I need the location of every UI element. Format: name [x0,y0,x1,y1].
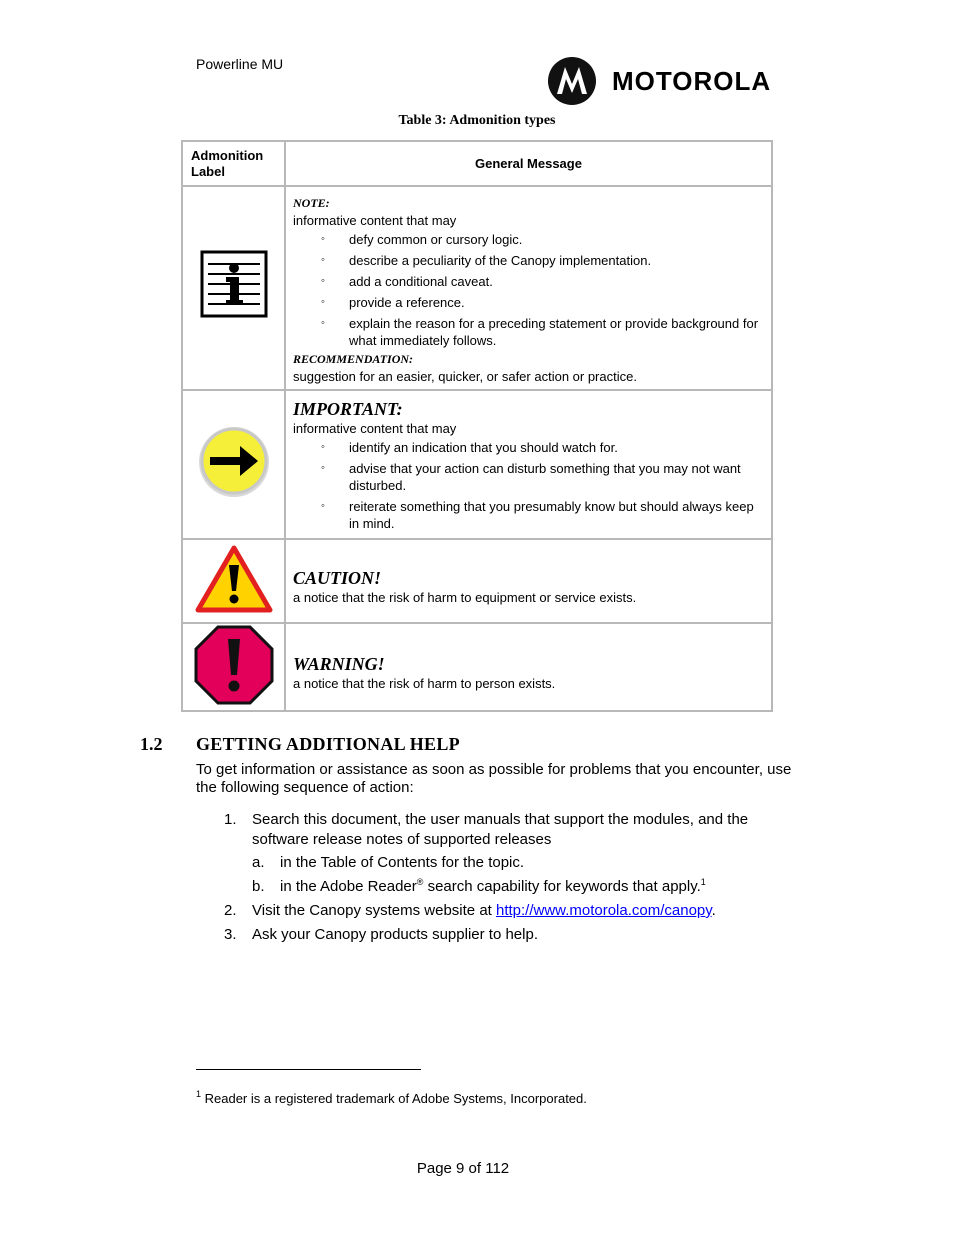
list-item: ◦ identify an indication that you should watch for. [293,439,765,456]
caution-text: a notice that the risk of harm to equipment or service exists. [293,589,637,605]
important-arrow-icon [196,424,272,500]
document-title: Powerline MU [196,56,284,72]
step-number: 3. [224,926,237,943]
note-icon [200,250,268,318]
table-header-row [182,141,772,186]
step-text: Search this document, the user manuals that support the modules, and the software release notes of supported releases [252,811,749,848]
step-text: Ask your Canopy products supplier to help. [252,926,538,943]
admonition-table [181,140,773,712]
caution-keyword: CAUTION! [293,567,382,588]
footnote-separator [196,1069,421,1070]
table-row-important [182,390,772,539]
list-item: ◦ explain the reason for a preceding statement or provide background for what immediately follows. [293,315,765,349]
column-header-message: General Message [285,141,772,186]
list-item: ◦ add a conditional caveat. [293,273,765,290]
step-number: 2. [224,902,237,919]
column-header-label: Admonition Label [182,141,285,186]
important-bullets [293,439,765,532]
section-number: 1.2 [140,734,163,754]
recommendation-keyword: RECOMMENDATION: [293,352,414,366]
warning-octagon-icon [194,625,274,705]
table-row-note [182,186,772,390]
list-item: ◦ advise that your action can disturb something that you may not want disturbed. [293,460,765,494]
list-item: ◦ defy common or cursory logic. [293,231,765,248]
step-text: Visit the Canopy systems website at http://www.motorola.com/canopy. [252,902,716,919]
note-intro: informative content that may [293,213,457,228]
table-row-warning [182,623,772,711]
important-intro: informative content that may [293,421,457,436]
section-heading: GETTING ADDITIONAL HELP [196,734,460,754]
recommendation-text: suggestion for an easier, quicker, or safer action or practice. [293,369,637,384]
registered-mark: ® [416,877,424,887]
step-number: 1. [224,811,237,828]
footnote-mark: 1 [196,1089,202,1099]
warning-keyword: WARNING! [293,653,385,674]
table-row-caution [182,539,772,623]
footnote: $^1$ Reader is a registered trademark of Adobe Systems, Incorporated. [196,1089,587,1106]
substep-text: in the Table of Contents for the topic. [280,854,525,871]
substep-text: in the Adobe Reader® search capability for keywords that apply.$^1$ [280,877,706,895]
substep-letter: a. [252,854,265,871]
footnote-ref: 1 [700,877,706,887]
warning-text: a notice that the risk of harm to person exists. [293,675,556,691]
list-item: ◦ describe a peculiarity of the Canopy implementation. [293,252,765,269]
important-message [285,390,772,539]
canopy-website-link[interactable]: http://www.motorola.com/canopy [496,902,712,919]
list-item: ◦ reiterate something that you presumably know but should always keep in mind. [293,498,765,532]
substep-letter: b. [252,878,265,895]
page-number: Page 9 of 112 [416,1160,510,1177]
list-item: ◦ provide a reference. [293,294,765,311]
section-intro: To get information or assistance as soon as possible for problems that you encounter, use the following sequence of action: [196,761,792,796]
caution-message [285,539,772,623]
note-bullets [293,231,765,349]
important-keyword: IMPORTANT: [293,399,403,419]
note-keyword: NOTE: [293,196,330,210]
table-caption: Table 3: Admonition types [398,113,556,128]
warning-message [285,623,772,711]
note-message [285,186,772,390]
motorola-wordmark: MOTOROLA [612,66,772,96]
caution-triangle-icon [195,545,273,613]
